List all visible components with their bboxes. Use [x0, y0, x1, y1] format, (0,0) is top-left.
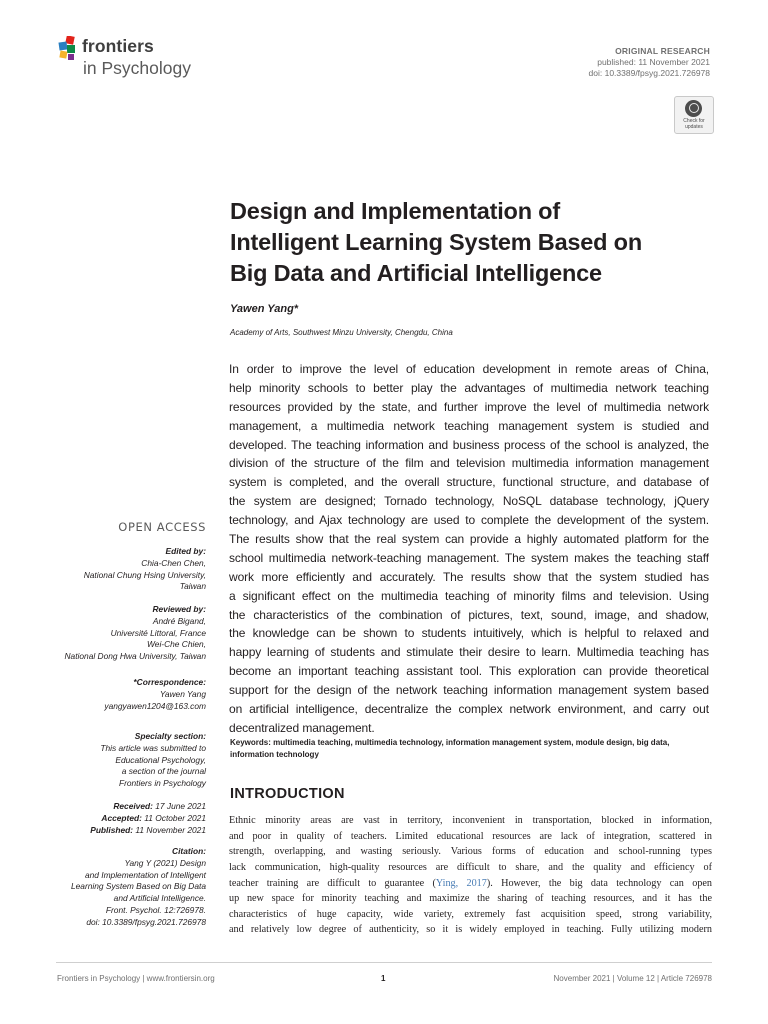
correspondence-name: Yawen Yang [159, 688, 206, 699]
citation-line: Yang Y (2021) Design [124, 857, 206, 868]
published-value: 11 November 2021 [135, 824, 206, 835]
open-access-label: OPEN ACCESS [118, 520, 206, 534]
accepted-value: 11 October 2021 [144, 812, 206, 823]
abstract-line: management, a multimedia network teaching management system is studied and [229, 418, 709, 433]
edited-by-block [40, 546, 206, 593]
received-label: Received: [113, 801, 153, 811]
abstract-line: the knowledge can be shown to students intuitively, which is helpful to relaxed and [229, 626, 709, 641]
doi-link[interactable]: doi: 10.3389/fpsyg.2021.726978 [588, 68, 710, 78]
abstract-line: become an important teaching assistant tool. This exploration can provide theoretical [229, 664, 709, 679]
editor-country: Taiwan [179, 581, 206, 592]
abstract-line: division of the structure of the film and television multimedia information management [229, 456, 709, 471]
citation-line: Learning System Based on Big Data [70, 881, 206, 892]
citation-label: Citation: [172, 846, 206, 856]
keywords: Keywords: multimedia teaching, multimedia technology, information management system, module design, big data, information technology [230, 738, 670, 759]
abstract-line: developed. The teaching information and business process of the school is analyzed, the [229, 437, 709, 452]
abstract-line: The results show that the real system can provide a highly automated platform for the [229, 532, 709, 547]
check-for-updates-button[interactable] [674, 96, 714, 134]
title-line: Intelligent Learning System Based on [230, 229, 642, 255]
author-affiliation: Academy of Arts, Southwest Minzu University, Chengdu, China [230, 328, 453, 337]
abstract-line: In order to improve the level of education development in remote areas of China, [229, 362, 709, 376]
editor-affiliation: National Chung Hsing University, [83, 569, 206, 580]
intro-line: strength, overlapping, and wasting seriously. Various forms of education and school-running types [229, 846, 712, 858]
abstract-line: on artificial intelligence, decentralize the complex network environment, and carry out [229, 702, 709, 717]
footer-divider [56, 962, 712, 963]
intro-line: up new space for minority teaching and maximize the sharing of teaching resources, and it has the [229, 893, 712, 905]
citation-line: Front. Psychol. 12:726978. [105, 904, 206, 915]
abstract-line: school multimedia network-teaching management. The system makes the teaching staff [229, 550, 709, 565]
abstract-line: decentralized management. [229, 720, 375, 735]
journal-logo[interactable] [57, 34, 207, 82]
reviewer-affiliation: National Dong Hwa University, Taiwan [64, 651, 206, 662]
abstract-line: system is completed, and the overall structure, functional structure, and database of [229, 475, 709, 490]
published-date-side [40, 825, 206, 837]
accepted-date [40, 813, 206, 825]
citation-doi-link[interactable]: doi: 10.3389/fpsyg.2021.726978 [86, 916, 206, 927]
footer-journal-link[interactable]: Frontiers in Psychology | www.frontiersin.org [57, 974, 215, 983]
intro-text: ). However, the big data technology can open [486, 877, 712, 889]
citation-line: and Artificial Intelligence. [113, 893, 206, 904]
abstract [229, 360, 709, 738]
author-name[interactable]: Yawen Yang* [230, 303, 299, 315]
accepted-label: Accepted: [101, 812, 142, 823]
intro-line: and poor in quality of teachers. Limited educational resources are lack of integration, scattered in [229, 830, 712, 842]
correspondence-label: *Correspondence: [133, 677, 206, 687]
introduction-body [229, 813, 712, 938]
abstract-line: support for the design of the network teaching information management system based [229, 683, 709, 698]
reviewed-by-label: Reviewed by: [152, 604, 206, 614]
abstract-line: help minority schools to better play the advantages of multimedia network teaching [229, 380, 709, 395]
reviewer-name[interactable]: Wei-Che Chien, [147, 639, 206, 650]
journal-brand: frontiers [82, 36, 154, 56]
received-date [40, 801, 206, 813]
abstract-line: the system are designed; Tornado technology, NoSQL database technology, jQuery [229, 494, 709, 509]
intro-line: Ethnic minority areas are vast in territory, inconvenient in transportation, blocked in information, [229, 815, 712, 826]
footer-issue-info: November 2021 | Volume 12 | Article 726978 [553, 974, 712, 983]
editor-name[interactable]: Chia-Chen Chen, [141, 557, 206, 568]
intro-line [229, 876, 712, 892]
citation-block [40, 846, 206, 929]
abstract-line: technology, and Ajax technology are used to complete the development of the system. [229, 513, 709, 528]
specialty-section-label: Specialty section: [134, 731, 206, 741]
intro-line: lack communication, high-quality resources are difficult to share, and the quality and efficiency of [229, 861, 712, 873]
page-number: 1 [381, 974, 386, 983]
frontiers-logo-icon [57, 36, 81, 62]
citation-line: and Implementation of Intelligent [84, 869, 206, 880]
published-label: Published: [90, 824, 134, 835]
journal-name: in Psychology [83, 58, 191, 78]
specialty-line: This article was submitted to [100, 742, 206, 753]
intro-line: and relatively low degree of authenticity, so it is widely employed in teaching. Fully utilizing modern [229, 924, 712, 936]
reviewer-affiliation: Université Littoral, France [110, 627, 206, 638]
abstract-line: the characteristics of the combination of pictures, text, sound, image, and shadow, [229, 607, 709, 622]
reviewed-by-block [40, 604, 206, 663]
specialty-section-block [40, 731, 206, 790]
citation-link[interactable]: Ying, 2017 [435, 877, 487, 889]
abstract-line: a significant effect on the multimedia teaching of minority films and television. Using [229, 588, 709, 603]
abstract-line: happy learning of students and stimulate their desire to learn. Multimedia teaching has [229, 645, 709, 660]
dates-block [40, 801, 206, 836]
edited-by-label: Edited by: [165, 546, 206, 556]
article-title [230, 196, 720, 289]
check-updates-label: Check for updates [683, 118, 705, 130]
abstract-line: work more efficiently and accurately. The results show that the system studied has [229, 569, 709, 584]
published-date: published: 11 November 2021 [597, 57, 710, 67]
article-type: ORIGINAL RESEARCH [615, 46, 710, 56]
correspondence-email[interactable]: yangyawen1204@163.com [104, 700, 206, 711]
title-line: Big Data and Artificial Intelligence [230, 260, 602, 286]
intro-line: characteristics of huge capacity, wide variety, extremely fast acquisition speed, strong variability, [229, 908, 712, 920]
specialty-line: a section of the journal [121, 766, 206, 777]
section-heading-introduction: INTRODUCTION [230, 786, 345, 802]
title-line: Design and Implementation of [230, 198, 560, 224]
received-value: 17 June 2021 [155, 801, 206, 811]
reviewer-name[interactable]: André Bigand, [152, 615, 206, 626]
specialty-line: Educational Psychology, [115, 754, 206, 765]
specialty-line: Frontiers in Psychology [118, 778, 206, 789]
intro-text: teacher training are difficult to guarantee ( [229, 877, 436, 889]
abstract-line: resources provided by the state, and further improve the level of multimedia network [229, 399, 709, 414]
correspondence-block [40, 677, 206, 712]
check-updates-icon [685, 100, 702, 117]
